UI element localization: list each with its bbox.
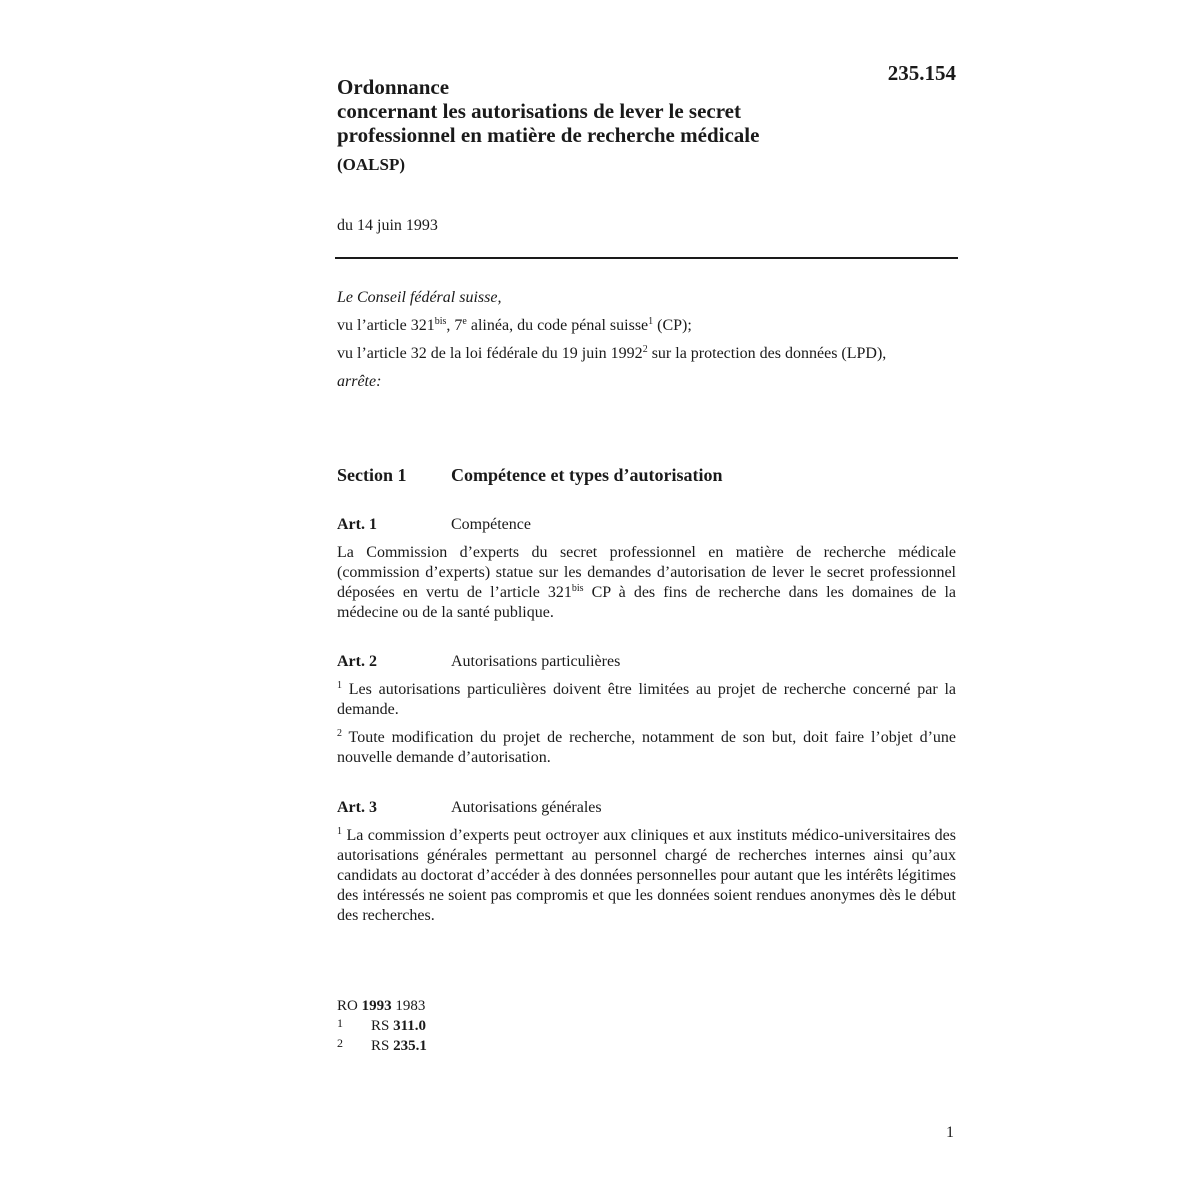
article-paragraph xyxy=(337,826,956,926)
article-title: Autorisations générales xyxy=(451,799,602,816)
article-number: Art. 1 xyxy=(337,516,377,533)
title-abbreviation: (OALSP) xyxy=(337,155,405,174)
ro-page: 1983 xyxy=(395,998,426,1014)
footnote-ref-text[interactable]: 235.1 xyxy=(393,1038,427,1054)
footnotes xyxy=(337,998,427,1055)
superscript-e: e xyxy=(462,316,467,327)
footnote-item xyxy=(337,1015,427,1035)
paragraph-text: CP à des fins de recherche dans les domaines de la médecine ou de la santé publique. xyxy=(337,584,956,621)
article-title: Compétence xyxy=(451,516,531,533)
preamble-decree: arrête: xyxy=(337,373,382,390)
section-label: Section 1 xyxy=(337,465,407,485)
article-heading xyxy=(337,652,956,674)
ro-year: 1993 xyxy=(361,998,392,1014)
footnote-number: 2 xyxy=(337,1036,343,1050)
footnote-item xyxy=(337,1035,427,1055)
paragraph-number: 2 xyxy=(337,728,342,739)
article-title: Autorisations particulières xyxy=(451,653,621,670)
section-title: Compétence et types d’autorisation xyxy=(451,465,723,485)
footnote-ref[interactable]: 1 xyxy=(648,316,654,327)
article-paragraph xyxy=(337,543,956,623)
title-line: professionnel en matière de recherche médicale xyxy=(337,123,760,147)
ordinance-date: du 14 juin 1993 xyxy=(337,217,438,234)
footnote-number: 1 xyxy=(337,1016,343,1030)
preamble-authority: Le Conseil fédéral suisse, xyxy=(337,289,502,306)
ro-prefix: RO xyxy=(337,998,358,1014)
header-rule xyxy=(335,257,958,259)
title-line: Ordonnance xyxy=(337,75,450,99)
paragraph-text: La commission d’experts peut octroyer aux cliniques et aux instituts médico-universitaires des autorisations générales permettant au personnel chargé de recherches internes ainsi qu’aux candidats au doctorat d’accéder à des données personnelles pour autant que les intérêts légitimes des intéressés ne soient pas compromis et que les données soient rendues anonymes dès le début des recherches. xyxy=(337,827,956,924)
footnote-prefix: RS xyxy=(371,1018,390,1034)
preamble-text: (CP); xyxy=(653,317,692,334)
section-heading xyxy=(337,465,722,486)
article-paragraph xyxy=(337,680,956,720)
paragraph-text: Les autorisations particulières doivent être limitées au projet de recherche concerné par la demande. xyxy=(337,681,956,718)
preamble-text: alinéa, du code pénal suisse xyxy=(466,317,649,334)
title-block xyxy=(337,75,897,175)
official-compilation-ref xyxy=(337,998,427,1015)
preamble-basis-lpd xyxy=(337,344,956,364)
preamble-text: vu l’article 32 de la loi fédérale du 19 juin 1992 xyxy=(337,345,643,362)
paragraph-number: 1 xyxy=(337,826,342,837)
footnote-ref[interactable]: 2 xyxy=(642,344,648,355)
article-heading xyxy=(337,515,956,537)
article-3 xyxy=(337,798,956,926)
paragraph-number: 1 xyxy=(337,680,342,691)
preamble-basis-cp xyxy=(337,316,956,336)
superscript-bis: bis xyxy=(571,583,584,594)
article-number: Art. 2 xyxy=(337,653,377,670)
preamble xyxy=(337,288,956,400)
footnote-ref-text[interactable]: 311.0 xyxy=(393,1018,427,1034)
article-number: Art. 3 xyxy=(337,799,377,816)
preamble-text: sur la protection des données (LPD), xyxy=(647,345,887,362)
title-line: concernant les autorisations de lever le secret xyxy=(337,99,741,123)
sr-number: 235.154 xyxy=(887,61,956,85)
article-1 xyxy=(337,515,956,623)
page-number: 1 xyxy=(946,1124,954,1141)
paragraph-text: Toute modification du projet de recherche, notamment de son but, doit faire l’objet d’une nouvelle demande d’autorisation. xyxy=(337,729,956,766)
article-paragraph xyxy=(337,728,956,768)
preamble-text: , 7 xyxy=(446,317,463,334)
article-heading xyxy=(337,798,956,820)
article-2 xyxy=(337,652,956,768)
superscript-bis: bis xyxy=(434,316,447,327)
preamble-text: vu l’article 321 xyxy=(337,317,435,334)
paragraph-text: La Commission d’experts du secret professionnel en matière de recherche médicale (commission d’experts) statue sur les demandes d’autorisation de lever le secret professionnel déposées en vertu de l’article 321 xyxy=(337,544,956,601)
footnote-prefix: RS xyxy=(371,1038,390,1054)
